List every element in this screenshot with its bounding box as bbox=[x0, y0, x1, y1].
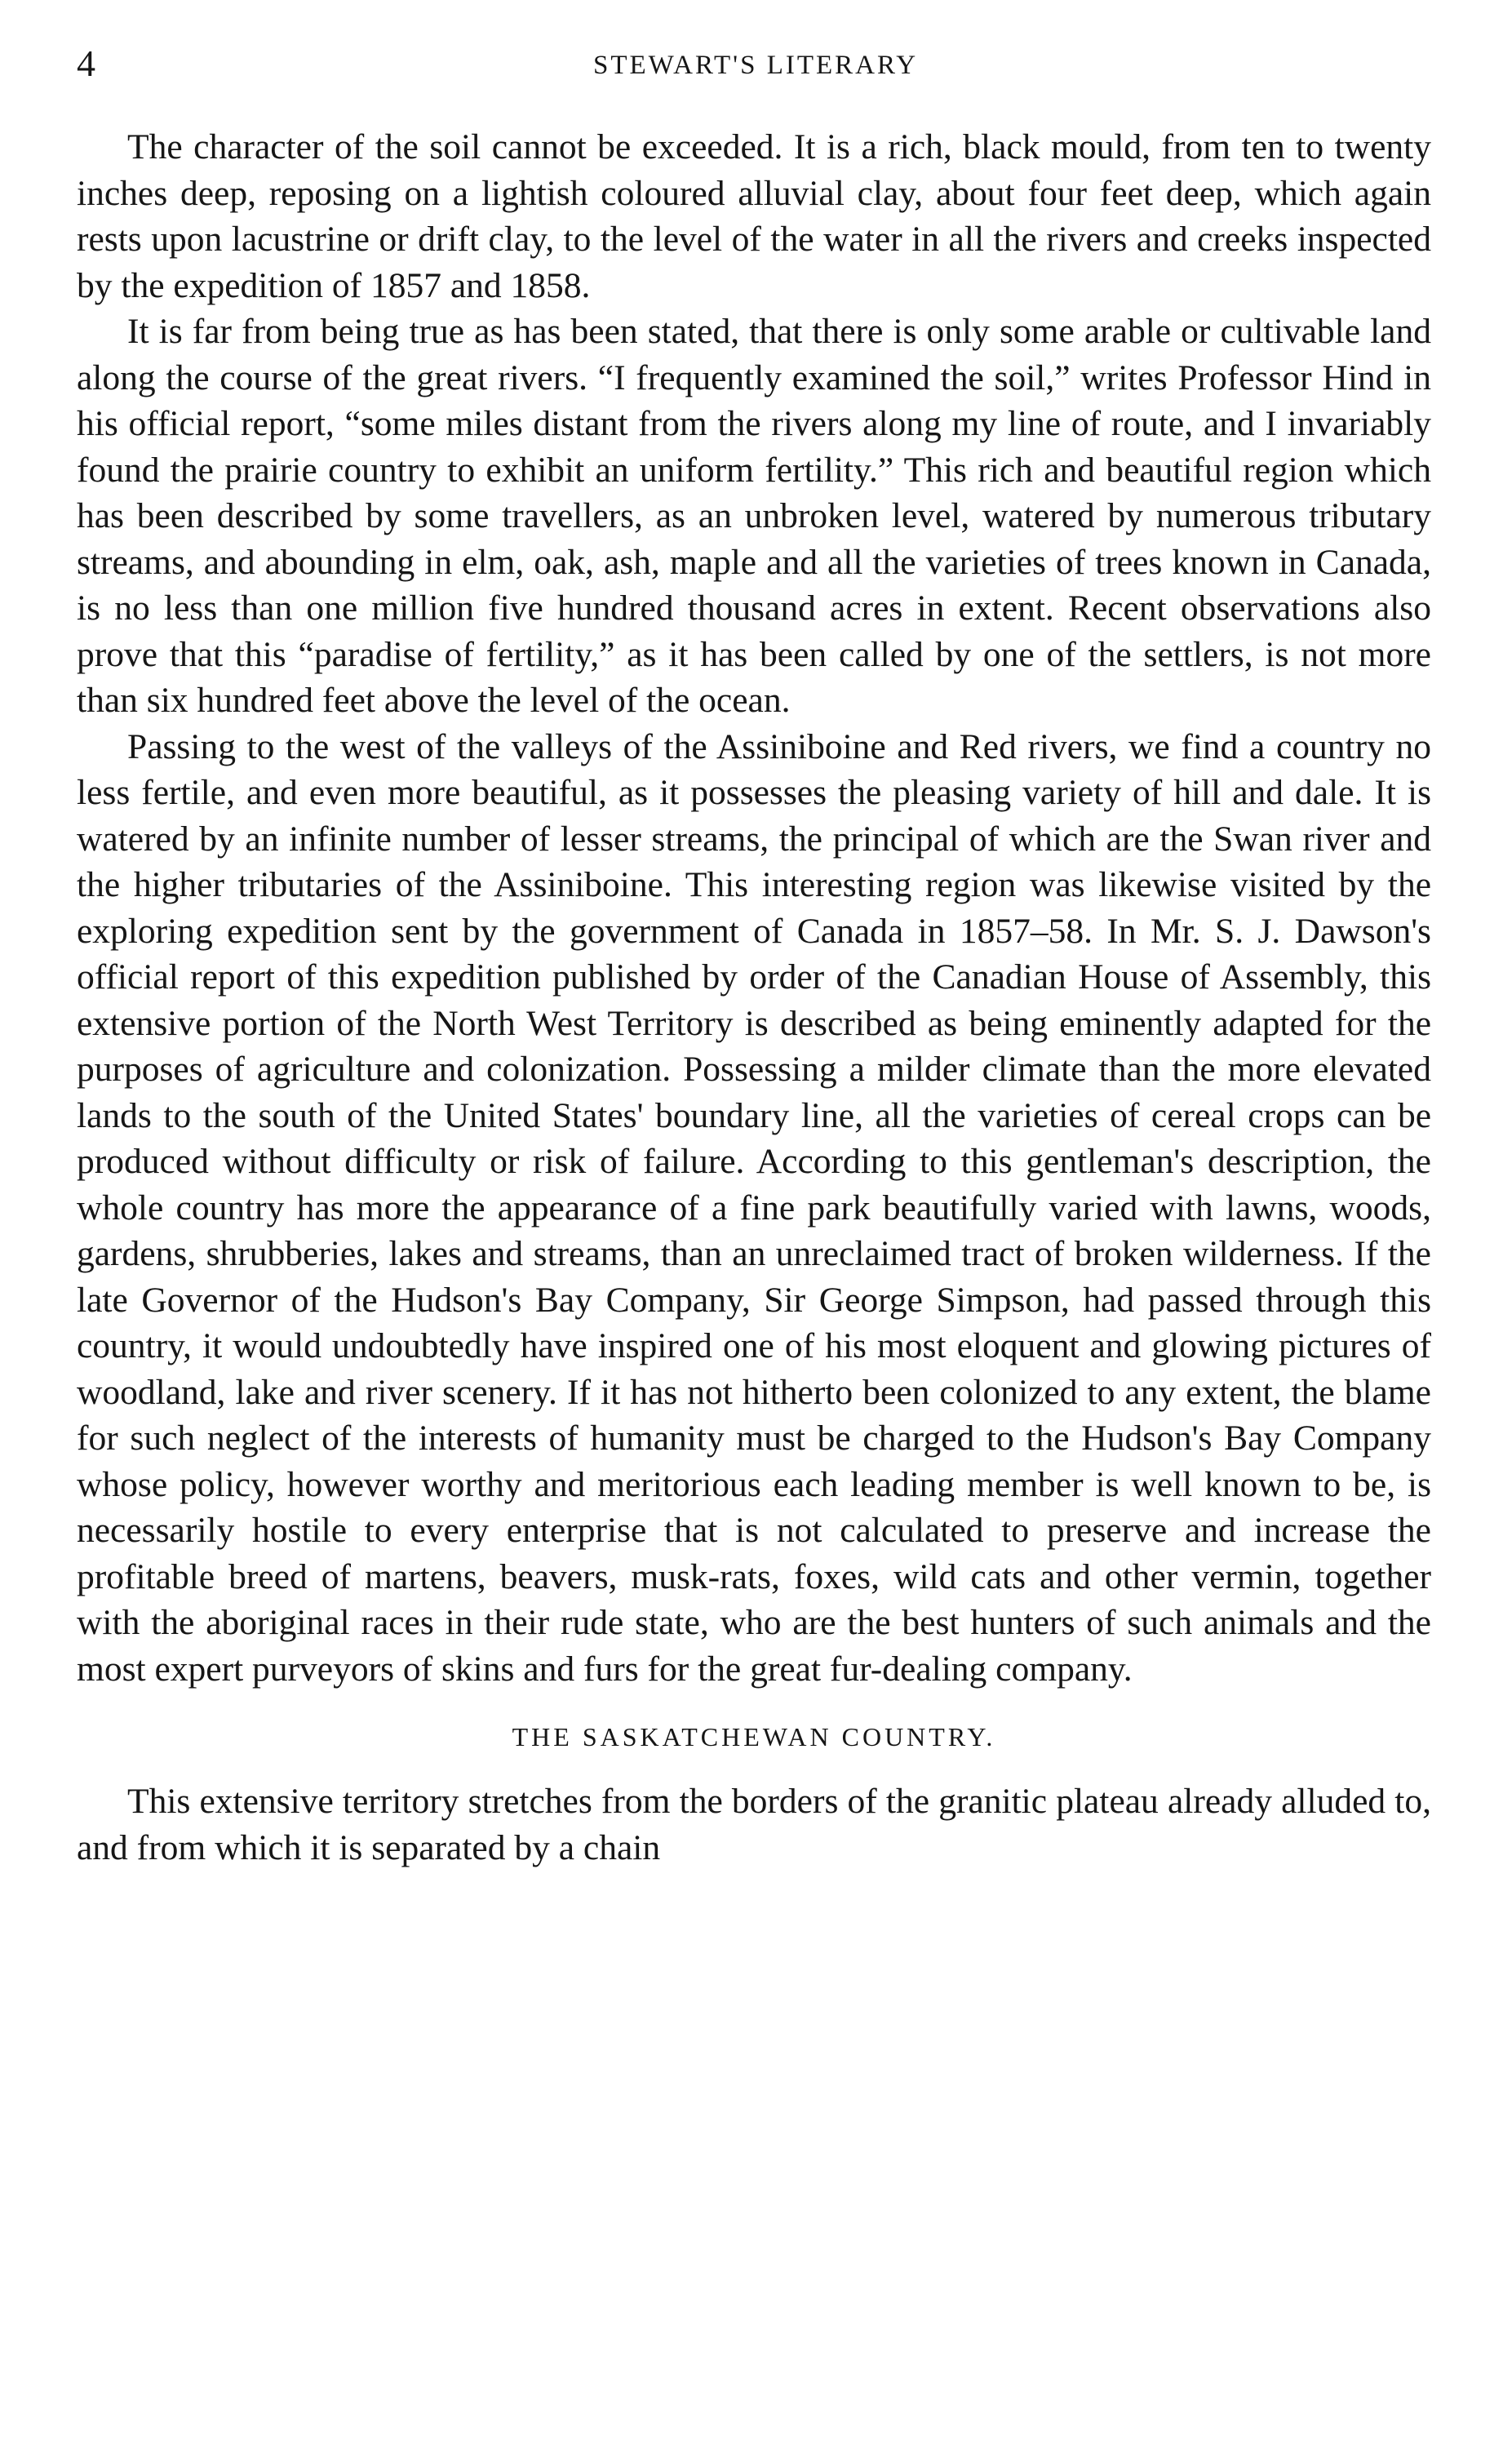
paragraph-soil: The character of the soil cannot be exceeded. It is a rich, black mould, from ten to twenty inches deep, reposing on a lightish coloured alluvial clay, about four feet deep, which again rests upon lacustrine or drift clay, to the level of the water in all the rivers and creeks inspected by the expedition of 1857 and 1858. bbox=[77, 127, 1431, 305]
paragraph-assiniboine: Passing to the west of the valleys of the Assiniboine and Red rivers, we find a country no less fertile, and even more beautiful, as it possesses the pleasing variety of hill and dale. It is watered by an infinite number of lesser streams, the principal of which are the Swan river and the higher tributaries of the Assiniboine. This interesting region was likewise visited by the exploring expedition sent by the government of Canada in 1857–58. In Mr. S. J. Dawson's official report of this expedition published by order of the Canadian House of Assembly, this extensive portion of the North West Territory is described as being eminently adapted for the purposes of agriculture and colonization. Possessing a milder climate than the more elevated lands to the south of the United States' boundary line, all the varieties of cereal crops can be produced without difficulty or risk of failure. According to this gentleman's description, the whole country has more the appearance of a fine park beautifully varied with lawns, woods, gardens, shrubberies, lakes and streams, than an unreclaimed tract of broken wilderness. If the late Governor of the Hudson's Bay Company, Sir George Simpson, had passed through this country, it would undoubtedly have inspired one of his most eloquent and glowing pictures of woodland, lake and river scenery. If it has not hitherto been colonized to any extent, the blame for such neglect of the interests of humanity must be charged to the Hudson's Bay Company whose policy, however worthy and meritorious each leading member is well known to be, is necessarily hostile to every enterprise that is not calculated to preserve and increase the profitable breed of martens, beavers, musk-rats, foxes, wild cats and other vermin, together with the aboriginal races in their rude state, who are the best hunters of such animals and the most expert purveyors of skins and furs for the great fur-dealing company. bbox=[77, 726, 1431, 1689]
paragraph-saskatchewan: This extensive territory stretches from the borders of the granitic plateau already alluded to, and from which it is separated by a chain bbox=[77, 1782, 1431, 1867]
page-header bbox=[77, 42, 1434, 85]
page-number: 4 bbox=[77, 42, 95, 84]
section-heading: THE SASKATCHEWAN COUNTRY. bbox=[512, 1722, 996, 1751]
running-head: STEWART'S LITERARY bbox=[592, 51, 919, 80]
paragraph-fertility: It is far from being true as has been stated, that there is only some arable or cultivable land along the course of the great rivers. “I frequently examined the soil,” writes Professor Hind in his official report, “some miles distant from the rivers along my line of route, and I invariably found the prairie country to exhibit an uniform fertility.” This rich and beautiful region which has been described by some travellers, as an unbroken level, watered by numerous tributary streams, and abounding in elm, oak, ash, maple and all the varieties of trees known in Canada, is no less than one million five hundred thousand acres in extent. Recent observations also prove that this “paradise of fertility,” as it has been called by one of the settlers, is not more than six hundred feet above the level of the ocean. bbox=[77, 312, 1431, 720]
body-text bbox=[77, 124, 1431, 1871]
